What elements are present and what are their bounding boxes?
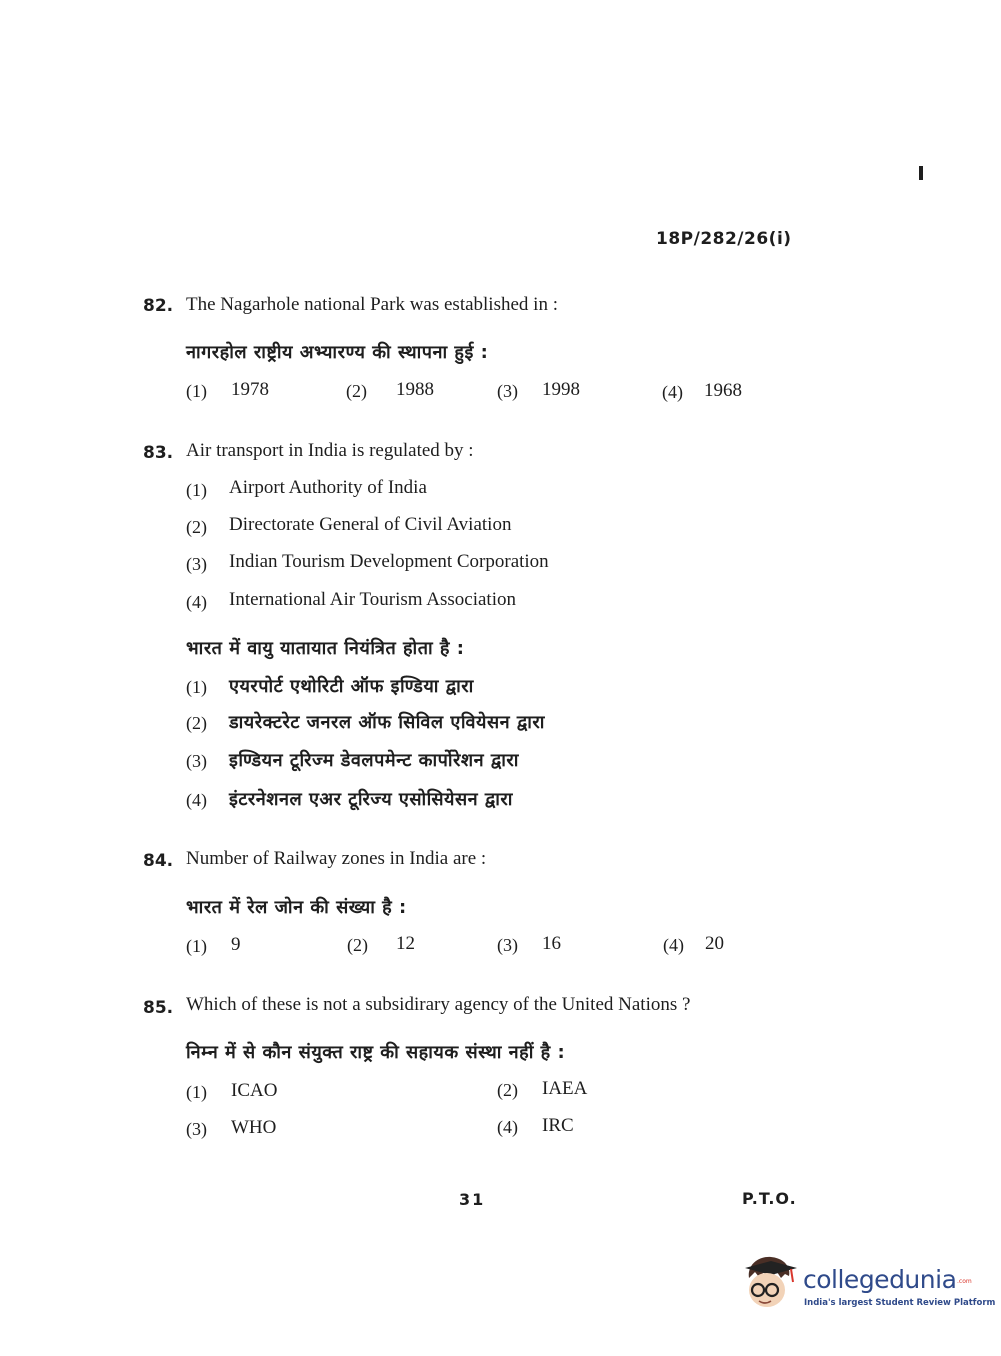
option-text: 9 — [231, 934, 241, 955]
brand-domain: .com — [957, 1278, 972, 1285]
option-number: (2) — [346, 381, 367, 401]
option-text: ICAO — [231, 1080, 278, 1101]
option-text: WHO — [231, 1117, 277, 1138]
question-number: 83. — [143, 443, 174, 463]
question-number: 84. — [143, 851, 174, 871]
option-text: Directorate General of Civil Aviation — [229, 514, 512, 535]
option-text: 1978 — [231, 379, 269, 400]
option-text-hindi: डायरेक्टरेट जनरल ऑफ सिविल एवियेसन द्वारा — [229, 712, 545, 733]
option-number: (1) — [186, 1082, 207, 1102]
option-number: (1) — [186, 677, 207, 697]
option-text-hindi: इंटरनेशनल एअर टूरिज्य एसोसियेसन द्वारा — [229, 789, 513, 810]
corner-mark — [919, 166, 923, 180]
option-number: (4) — [186, 790, 207, 810]
option-text: 1968 — [704, 380, 742, 401]
question-text-hindi: नागरहोल राष्ट्रीय अभ्यारण्य की स्थापना हुई : — [186, 342, 489, 363]
paper-code: 18P/282/26(i) — [656, 229, 792, 249]
option-text: International Air Tourism Association — [229, 589, 516, 610]
question-text-hindi: भारत में रेल जोन की संख्या है : — [186, 897, 407, 918]
option-text: 1988 — [396, 379, 434, 400]
option-text-hindi: एयरपोर्ट एथोरिटी ऑफ इण्डिया द्वारा — [229, 676, 474, 697]
option-number: (1) — [186, 480, 207, 500]
pto-label: P.T.O. — [742, 1189, 797, 1208]
option-number: (3) — [497, 935, 518, 955]
option-number: (3) — [497, 381, 518, 401]
option-number: (3) — [186, 751, 207, 771]
brand-tagline: India's largest Student Review Platform — [804, 1298, 996, 1308]
option-number: (1) — [186, 936, 207, 956]
question-number: 85. — [143, 998, 174, 1018]
option-number: (4) — [186, 592, 207, 612]
option-number: (3) — [186, 554, 207, 574]
option-text: Indian Tourism Development Corporation — [229, 551, 549, 572]
option-text-hindi: इण्डियन टूरिज्म डेवलपमेन्ट कार्पोरेशन द्वारा — [229, 750, 519, 771]
option-number: (3) — [186, 1119, 207, 1139]
question-text: Number of Railway zones in India are : — [186, 848, 487, 869]
option-text: IRC — [542, 1115, 574, 1136]
page-number: 31 — [459, 1190, 486, 1209]
question-text: Which of these is not a subsidirary agency of the United Nations ? — [186, 994, 691, 1015]
option-text: 20 — [705, 933, 724, 954]
question-text-hindi: भारत में वायु यातायात नियंत्रित होता है : — [186, 638, 465, 659]
option-number: (4) — [497, 1117, 518, 1137]
option-number: (4) — [662, 382, 683, 402]
option-text: IAEA — [542, 1078, 588, 1099]
question-number: 82. — [143, 296, 174, 316]
mascot-icon — [741, 1252, 801, 1312]
question-text: Air transport in India is regulated by : — [186, 440, 474, 461]
option-text: Airport Authority of India — [229, 477, 427, 498]
option-number: (2) — [347, 935, 368, 955]
question-text: The Nagarhole national Park was established in : — [186, 294, 558, 315]
option-number: (2) — [497, 1080, 518, 1100]
option-number: (1) — [186, 381, 207, 401]
option-text: 12 — [396, 933, 415, 954]
option-number: (2) — [186, 517, 207, 537]
option-text: 1998 — [542, 379, 580, 400]
brand-name: collegedunia — [803, 1265, 957, 1294]
option-text: 16 — [542, 933, 561, 954]
option-number: (4) — [663, 935, 684, 955]
option-number: (2) — [186, 713, 207, 733]
question-text-hindi: निम्न में से कौन संयुक्त राष्ट्र की सहायक संस्था नहीं है : — [186, 1042, 566, 1063]
